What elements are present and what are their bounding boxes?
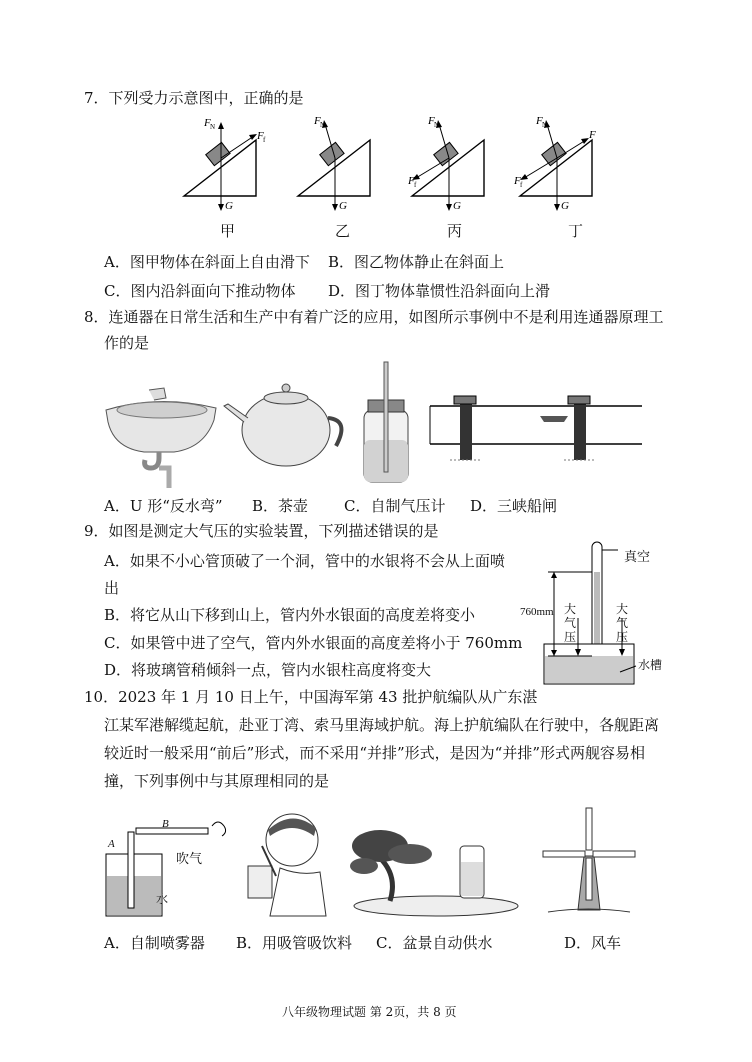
atm-label-left: 大气压 [564,602,577,644]
atm-label-right: 大气压 [616,602,629,644]
q9-option-c: C．如果管中进了空气，管内外水银面的高度差将小于 760mm [104,634,523,652]
svg-text:F: F [514,175,521,187]
q8-stem-line2: 作的是 [104,334,150,352]
q10-stem-line1: 10．2023 年 1 月 10 日上午，中国海军第 43 批护航编队从广东湛 [84,688,538,706]
q8-option-d: D．三峡船闸 [470,497,558,515]
q7-option-d: D．图丁物体靠惯性沿斜面向上滑 [328,282,551,300]
q8-figures [104,360,644,494]
q10-figures [100,806,660,930]
q10-stem-line4: 撞，下列事例中与其原理相同的是 [104,772,330,790]
svg-text:N: N [320,121,326,129]
svg-text:N: N [542,121,548,129]
svg-text:N: N [210,123,216,131]
bonsai-image [350,830,518,916]
q7-figures [178,112,598,246]
svg-text:F: F [536,115,543,127]
q7-label-ding: 丁 [568,222,584,240]
q10-option-a: A．自制喷雾器 [104,934,205,952]
height-label: 760mm [520,606,554,618]
sink-image [106,388,216,488]
svg-text:F: F [428,115,435,127]
q10-option-b: B．用吸管吸饮料 [236,934,353,952]
vacuum-label: 真空 [624,550,651,565]
barometer-bottle-image [364,362,408,482]
svg-text:G: G [339,200,347,212]
tank-label: 水槽 [638,658,663,672]
q7-option-b: B．图乙物体静止在斜面上 [328,253,505,271]
q7-option-c: C．图内沿斜面向下推动物体 [104,282,296,300]
q10-option-c: C．盆景自动供水 [376,934,493,952]
svg-text:f: f [414,181,417,189]
water-label: 水 [156,892,169,906]
q9-option-b: B．将它从山下移到山上，管内外水银面的高度差将变小 [104,606,476,624]
q10-stem-line3: 较近时一般采用“前后”形式，而不采用“并排”形式，是因为“并排”形式两舰容易相 [104,744,646,762]
svg-text:F: F [589,129,596,141]
blow-label: 吹气 [176,852,203,867]
q7-figure-jia [184,117,266,212]
page-footer: 八年级物理试题 第 2页，共 8 页 [282,1005,457,1019]
q9-stem: 9．如图是测定大气压的实验装置，下列描述错误的是 [84,522,439,540]
q7-figure-yi [298,115,370,212]
svg-text:G: G [225,200,233,212]
q7-label-bing: 丙 [447,222,463,240]
q9-figure [520,538,670,692]
q7-stem: 7．下列受力示意图中，正确的是 [84,89,304,107]
q7-label-yi: 乙 [335,222,351,240]
svg-text:F: F [204,117,211,129]
q7-option-a: A．图甲物体在斜面上自由滑下 [104,253,310,271]
q8-option-b: B．茶壶 [252,497,309,515]
svg-text:G: G [453,200,461,212]
sprayer-a-label: A [108,838,115,850]
q10-option-d: D．风车 [564,934,622,952]
q9-option-a-cont: 出 [104,579,120,597]
q7-figure-bing [407,115,484,212]
svg-text:G: G [561,200,569,212]
svg-text:F: F [314,115,321,127]
q7-figure-ding [513,115,596,212]
windmill-image [543,808,635,912]
q7-label-jia: 甲 [220,222,236,240]
svg-text:f: f [520,181,523,189]
q8-option-a: A．U 形“反水弯” [104,497,223,515]
ship-lock-image [430,396,642,460]
q9-option-d: D．将玻璃管稍倾斜一点，管内水银柱高度将变大 [104,661,432,679]
q9-option-a: A．如果不小心管顶破了一个洞，管中的水银将不会从上面喷 [104,552,505,570]
q10-stem-line2: 江某军港解缆起航，赴亚丁湾、索马里海域护航。海上护航编队在行驶中，各舰距离 [104,716,660,734]
svg-text:N: N [434,121,440,129]
teapot-image [224,384,341,466]
svg-text:f: f [263,136,266,144]
svg-text:F: F [257,130,264,142]
svg-text:F: F [408,175,415,187]
q8-option-c: C．自制气压计 [344,497,446,515]
q8-stem-line1: 8．连通器在日常生活和生产中有着广泛的应用，如图所示事例中不是利用连通器原理工 [84,308,664,326]
sprayer-b-label: B [162,818,169,830]
child-straw-image [248,814,326,916]
